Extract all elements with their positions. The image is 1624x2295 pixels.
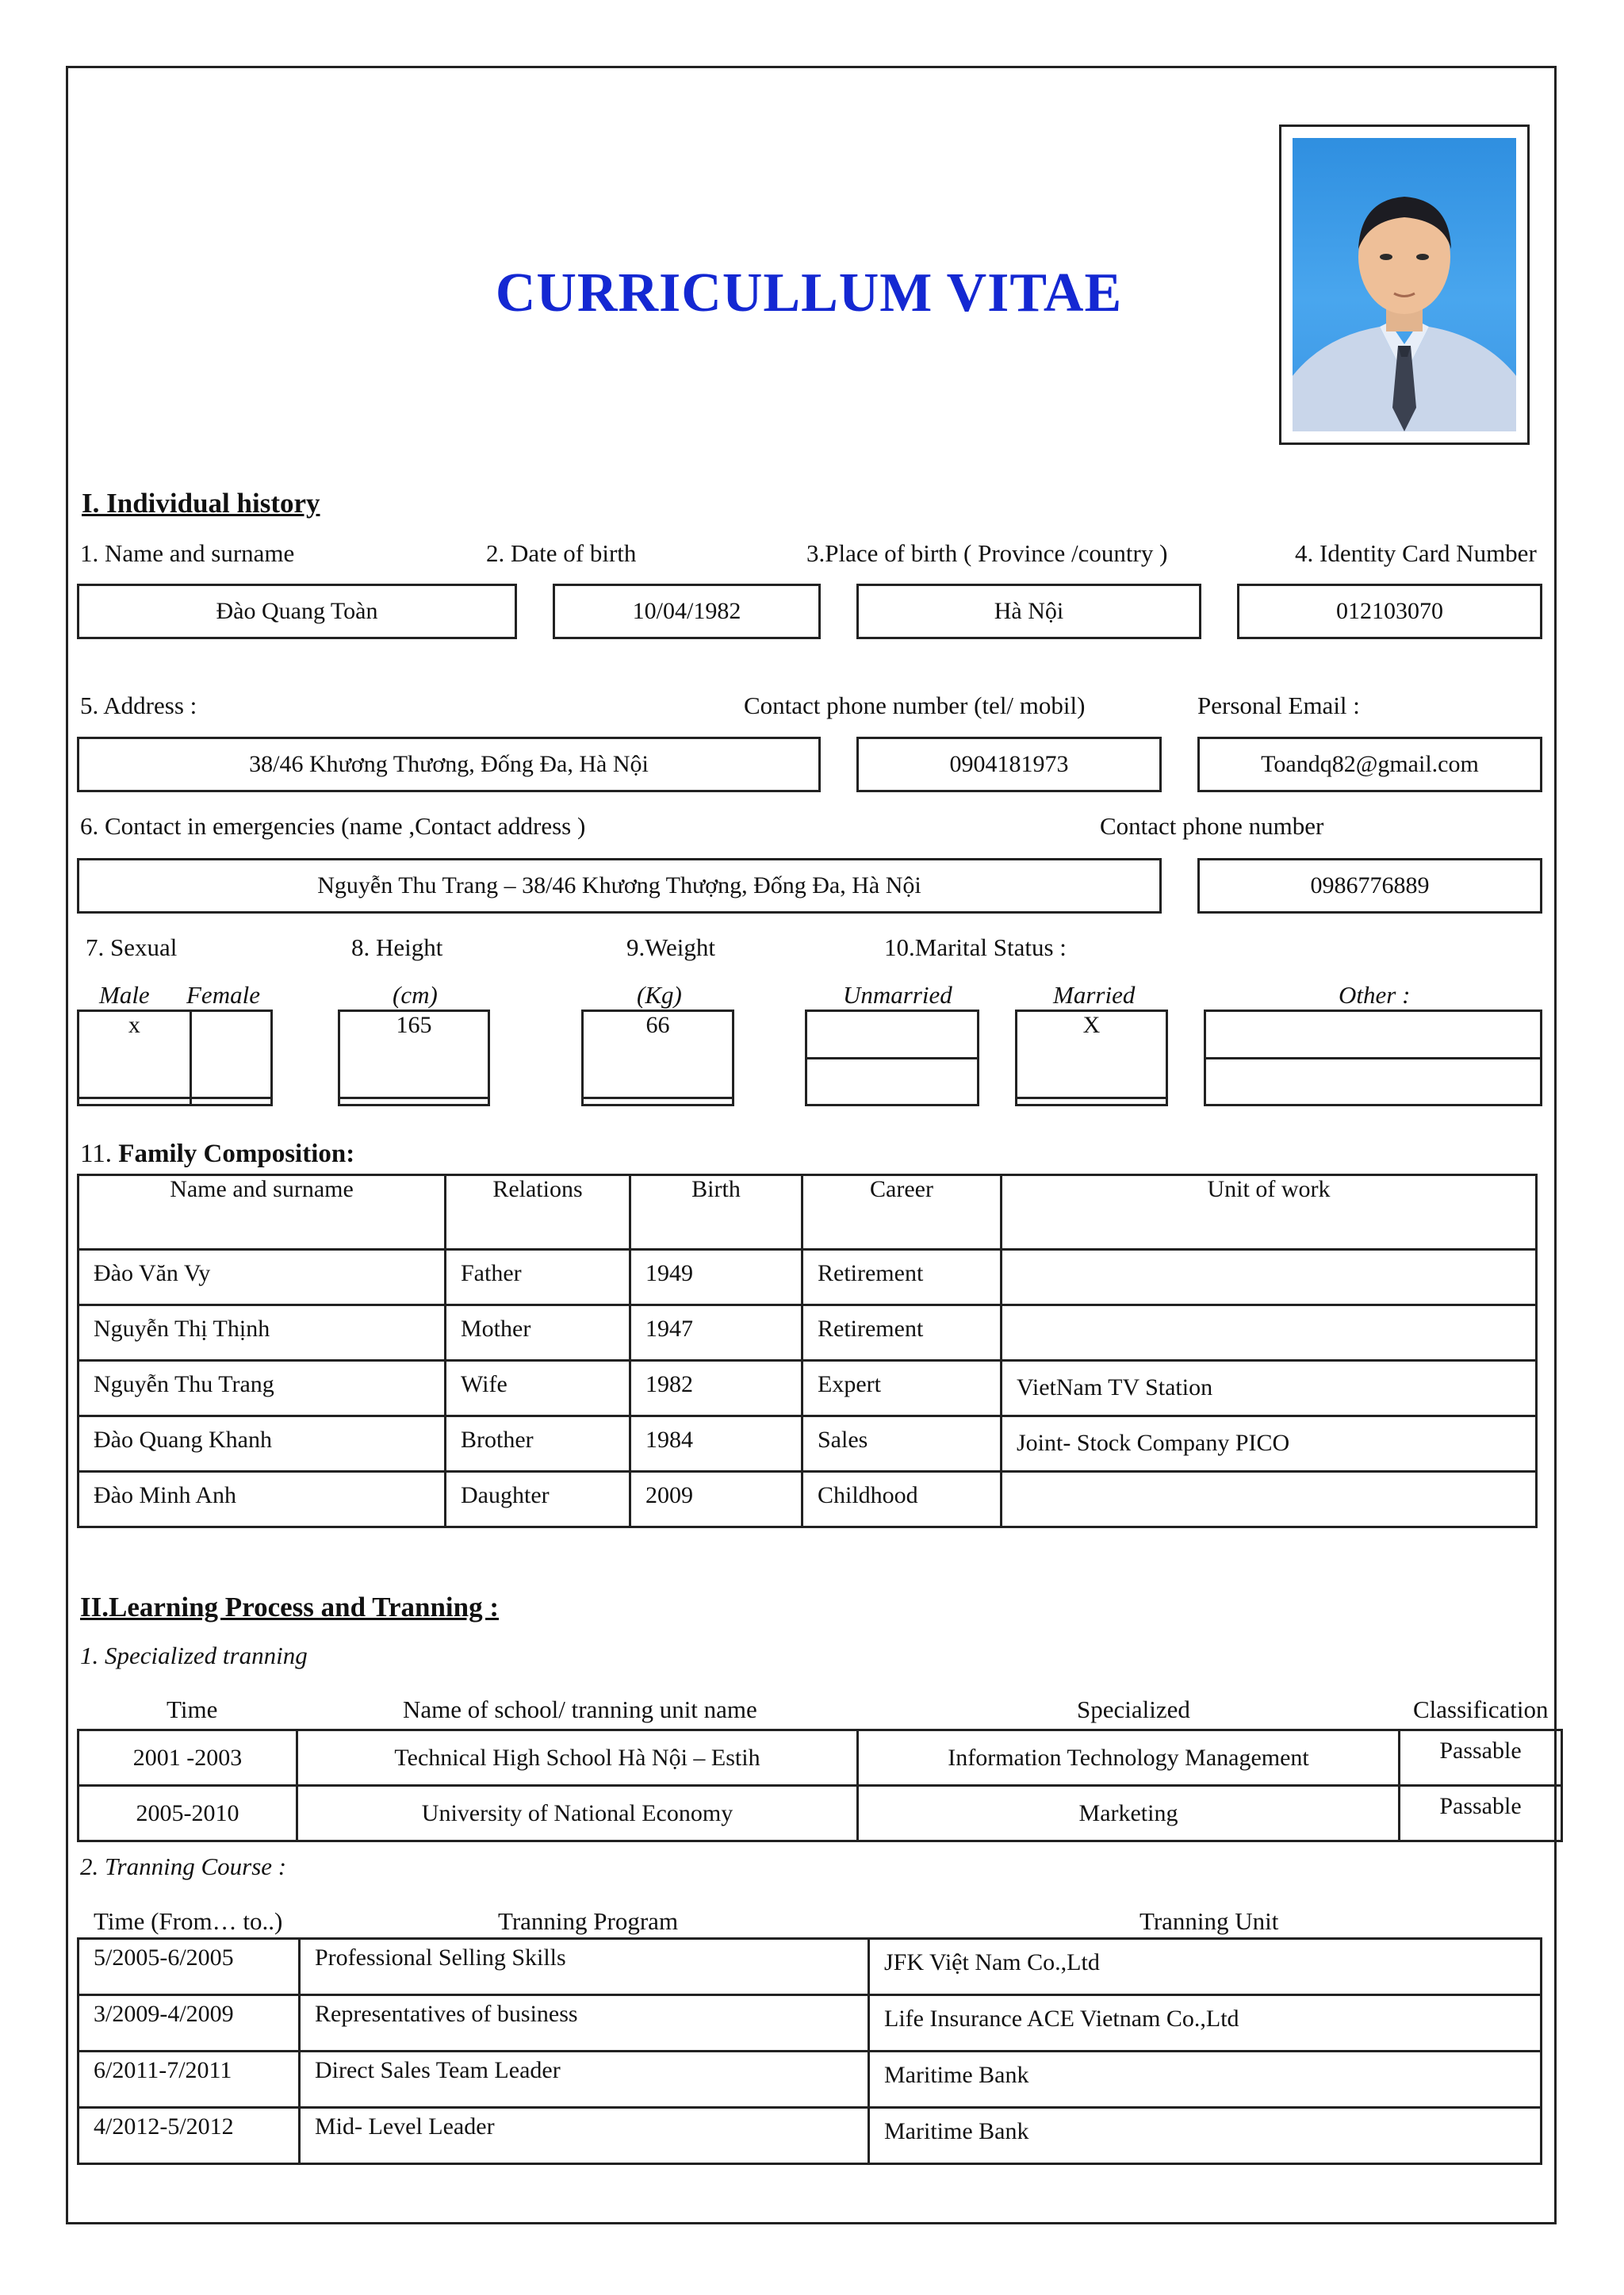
weight-cell: 66 bbox=[583, 1011, 733, 1098]
other-grid bbox=[1204, 1010, 1542, 1106]
table-row: 3/2009-4/2009 Representatives of business Life Insurance ACE Vietnam Co.,Ltd bbox=[79, 1995, 1542, 2052]
dob-field: 10/04/1982 bbox=[553, 584, 821, 639]
married-grid bbox=[1015, 1010, 1168, 1106]
spec-col-time: Time bbox=[167, 1695, 218, 1723]
emergency-field: Nguyễn Thu Trang – 38/46 Khương Thượng, Đống Đa, Hà Nội bbox=[77, 858, 1162, 914]
unmarried-cell bbox=[806, 1011, 979, 1059]
emergency-label: 6. Contact in emergencies (name ,Contact address ) bbox=[80, 812, 586, 840]
table-row: Đào Quang Khanh Brother 1984 Sales Joint- Stock Company PICO bbox=[79, 1416, 1537, 1472]
section-individual-history-heading: I. Individual history bbox=[82, 488, 320, 519]
table-row: Đào Văn Vy Father 1949 Retirement bbox=[79, 1250, 1537, 1305]
course-col-unit: Tranning Unit bbox=[1139, 1907, 1279, 1935]
weight-label: 9.Weight bbox=[626, 933, 716, 961]
height-grid bbox=[338, 1010, 490, 1106]
female-cell bbox=[190, 1011, 271, 1098]
pob-label: 3.Place of birth ( Province /country ) bbox=[806, 539, 1168, 567]
married-cell: X bbox=[1017, 1011, 1167, 1098]
email-label: Personal Email : bbox=[1197, 692, 1360, 719]
id-label: 4. Identity Card Number bbox=[1295, 539, 1537, 567]
page-title: CURRICULLUM VITAE bbox=[495, 262, 1123, 324]
address-field: 38/46 Khương Thương, Đống Đa, Hà Nội bbox=[77, 737, 821, 792]
specialized-table bbox=[77, 1729, 1563, 1842]
table-row: 2005-2010 University of National Economy Marketing Passable bbox=[79, 1786, 1562, 1841]
other-cell bbox=[1205, 1011, 1542, 1059]
family-heading bbox=[80, 1140, 354, 1169]
profile-photo bbox=[1293, 138, 1516, 431]
male-label: Male bbox=[99, 981, 150, 1009]
emergency-phone-label: Contact phone number bbox=[1100, 812, 1324, 840]
family-heading-number: 11. bbox=[80, 1140, 113, 1168]
male-cell: x bbox=[79, 1011, 191, 1098]
name-field: Đào Quang Toàn bbox=[77, 584, 517, 639]
weight-grid bbox=[581, 1010, 734, 1106]
height-label: 8. Height bbox=[351, 933, 443, 961]
unmarried-label: Unmarried bbox=[843, 981, 952, 1009]
specialized-heading: 1. Specialized tranning bbox=[80, 1642, 308, 1669]
family-col-birth: Birth bbox=[630, 1175, 802, 1250]
course-col-time: Time (From… to..) bbox=[94, 1907, 283, 1935]
email-field: Toandq82@gmail.com bbox=[1197, 737, 1542, 792]
table-row: 5/2005-6/2005 Professional Selling Skills JFK Việt Nam Co.,Ltd bbox=[79, 1939, 1542, 1995]
family-table bbox=[77, 1174, 1538, 1528]
family-col-name: Name and surname bbox=[79, 1175, 446, 1250]
other-label: Other : bbox=[1339, 981, 1411, 1009]
emergency-phone-field: 0986776889 bbox=[1197, 858, 1542, 914]
address-label: 5. Address : bbox=[80, 692, 197, 719]
female-label: Female bbox=[186, 981, 260, 1009]
spec-col-school: Name of school/ tranning unit name bbox=[403, 1695, 757, 1723]
kg-label: (Kg) bbox=[637, 981, 682, 1009]
cm-label: (cm) bbox=[393, 981, 438, 1009]
table-row: Đào Minh Anh Daughter 2009 Childhood bbox=[79, 1472, 1537, 1527]
height-cell: 165 bbox=[339, 1011, 489, 1098]
profile-photo-frame bbox=[1279, 125, 1530, 445]
dob-label: 2. Date of birth bbox=[486, 539, 637, 567]
family-col-relations: Relations bbox=[446, 1175, 630, 1250]
phone-label: Contact phone number (tel/ mobil) bbox=[744, 692, 1086, 719]
course-col-program: Tranning Program bbox=[498, 1907, 679, 1935]
married-label: Married bbox=[1053, 981, 1136, 1009]
table-row: 6/2011-7/2011 Direct Sales Team Leader Maritime Bank bbox=[79, 2052, 1542, 2108]
spec-col-classification: Classification bbox=[1413, 1695, 1549, 1723]
phone-field: 0904181973 bbox=[856, 737, 1162, 792]
table-row: Nguyễn Thị Thịnh Mother 1947 Retirement bbox=[79, 1305, 1537, 1361]
family-col-unit: Unit of work bbox=[1002, 1175, 1537, 1250]
section-learning-heading: II.Learning Process and Tranning : bbox=[80, 1592, 500, 1623]
course-table bbox=[77, 1937, 1542, 2165]
sexual-grid bbox=[77, 1010, 273, 1106]
unmarried-grid bbox=[805, 1010, 979, 1106]
spec-col-specialized: Specialized bbox=[1077, 1695, 1190, 1723]
id-field: 012103070 bbox=[1237, 584, 1542, 639]
marital-label: 10.Marital Status : bbox=[884, 933, 1067, 961]
table-row: Nguyễn Thu Trang Wife 1982 Expert VietNam TV Station bbox=[79, 1361, 1537, 1416]
sexual-label: 7. Sexual bbox=[86, 933, 178, 961]
family-heading-text: Family Composition: bbox=[118, 1140, 355, 1168]
table-row: 4/2012-5/2012 Mid- Level Leader Maritime Bank bbox=[79, 2108, 1542, 2164]
family-col-career: Career bbox=[802, 1175, 1002, 1250]
table-row: 2001 -2003 Technical High School Hà Nội – Estih Information Technology Management Passable bbox=[79, 1730, 1562, 1786]
course-heading: 2. Tranning Course : bbox=[80, 1852, 287, 1880]
pob-field: Hà Nội bbox=[856, 584, 1201, 639]
name-label: 1. Name and surname bbox=[80, 539, 295, 567]
